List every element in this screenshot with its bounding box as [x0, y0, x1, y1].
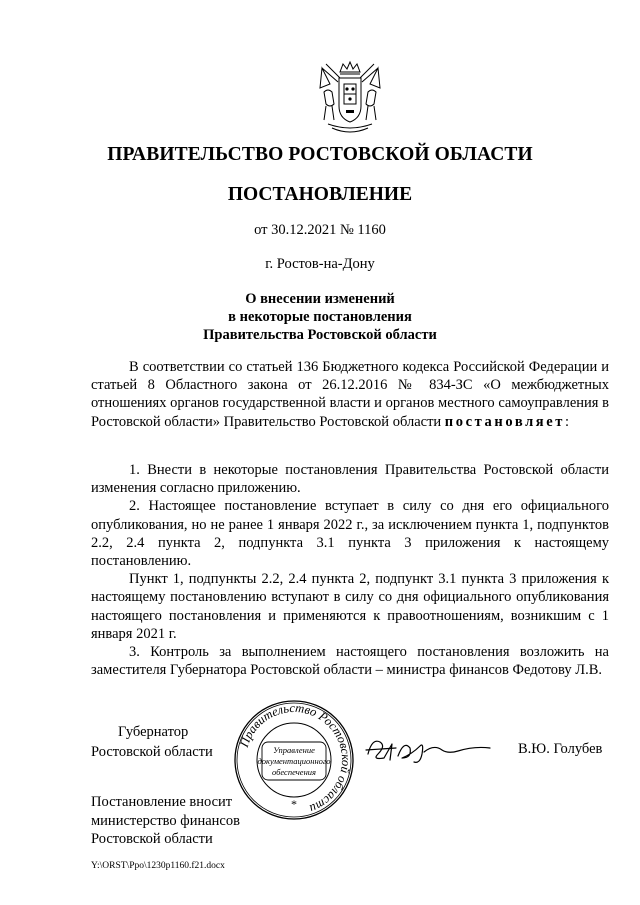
coat-of-arms-emblem	[316, 58, 384, 136]
document-type: ПОСТАНОВЛЕНИЕ	[227, 184, 413, 205]
subject-line: О внесении изменений	[245, 291, 395, 307]
resolution-item: Пункт 1, подпункты 2.2, 2.4 пункта 2, подпункт 3.1 пункта 3 приложения к настоящему постановлению вступают в силу со дня официального опубликования настоящего постановления и применяются к правоотношениям, возникшим с 1 января 2021 г.	[91, 571, 609, 642]
handwritten-signature	[362, 724, 494, 768]
signatory-position-line: Губернатор	[118, 724, 189, 740]
resolution-items	[91, 461, 609, 679]
submitted-by-line: Ростовской области	[91, 831, 213, 847]
government-title: ПРАВИТЕЛЬСТВО РОСТОВСКОЙ ОБЛАСТИ	[107, 144, 533, 165]
file-path-footer: Y:\ORST\Ppo\1230p1160.f21.docx	[91, 861, 225, 871]
preamble-paragraph	[91, 358, 609, 431]
document-city: г. Ростов-на-Дону	[265, 256, 375, 272]
signatory-position	[91, 722, 213, 762]
resolution-item: 2. Настоящее постановление вступает в силу со дня его официального опубликования, но не ранее 1 января 2022 г., за исключением пункта 1, подпунктов 2.2, 2.4 пункта 2, подпункта 3.1 пункта 3 приложения к настоящему постановлению.	[91, 498, 609, 570]
submitted-by-line: министерство финансов	[91, 812, 240, 829]
stamp-text-line: обеспечения	[271, 767, 317, 777]
subject-line: в некоторые постановления	[228, 309, 412, 325]
document-subject	[0, 290, 640, 344]
resolution-item: 3. Контроль за выполнением настоящего постановления возложить на заместителя Губернатора Ростовской области – министра финансов Федотову Л.В.	[91, 644, 609, 679]
subject-line: Правительства Ростовской области	[203, 327, 437, 343]
resolution-item: 1. Внести в некоторые постановления Правительства Ростовской области изменения согласно приложению.	[91, 462, 609, 497]
resolves-word: постановляет	[444, 413, 566, 430]
stamp-star: *	[291, 797, 297, 811]
preamble-text: В соответствии со статьей 136 Бюджетного кодекса Российской Федерации и статьей 8 Областного закона от 26.12.2016 № 834-ЗС «О межбюджетных отношениях органов государственной власти и органов местного самоуправления в Ростовской области» Правительство Ростовской области	[91, 359, 609, 430]
official-stamp	[232, 698, 356, 822]
document-date-number: от 30.12.2021 № 1160	[254, 222, 386, 238]
signatory-name: В.Ю. Голубев	[518, 741, 603, 757]
stamp-text-line: Управление	[273, 745, 315, 755]
submitted-by-line: Постановление вносит	[91, 794, 233, 810]
submitted-by-note	[91, 793, 240, 849]
signatory-position-line: Ростовской области	[91, 744, 213, 760]
stamp-text-line: документационного	[257, 756, 331, 766]
stamp-ring-text: Правительство Ростовской области	[236, 700, 354, 816]
preamble-colon: :	[565, 413, 570, 430]
